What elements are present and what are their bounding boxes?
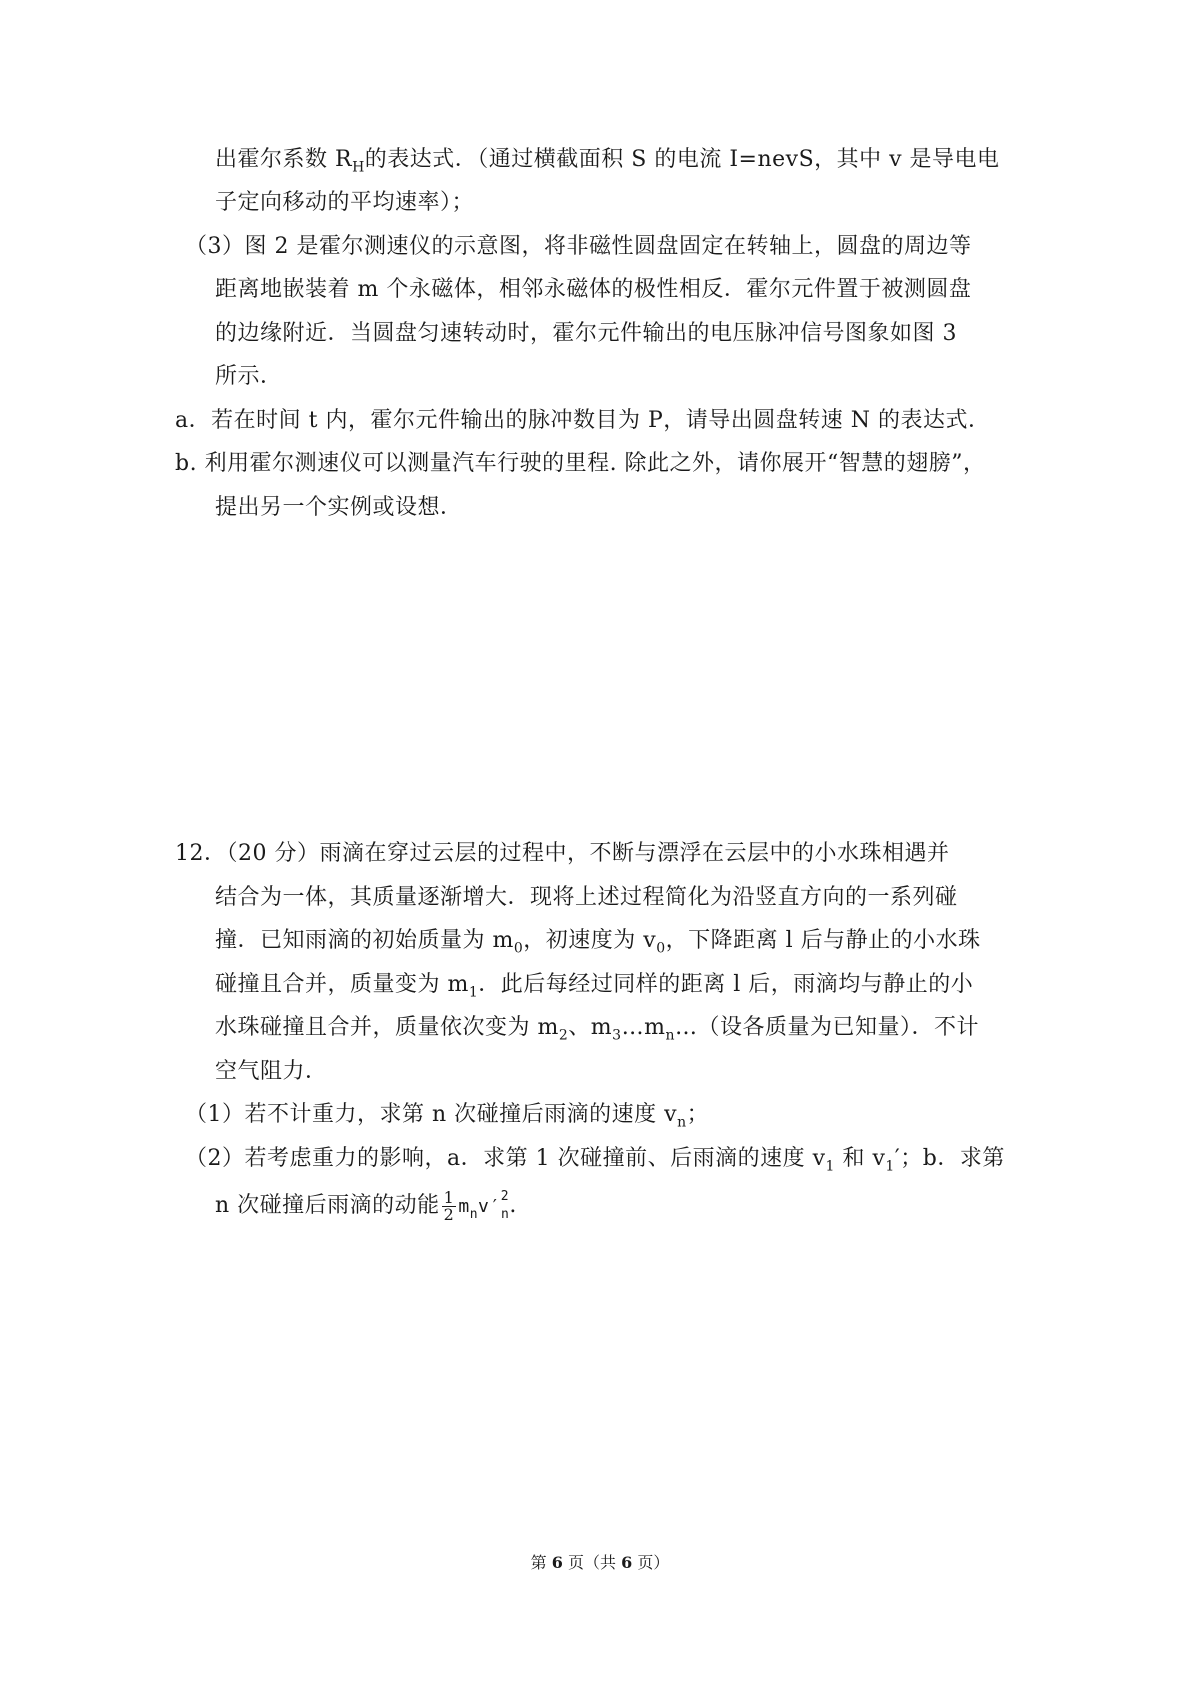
q12-line-2: 结合为一体，其质量逐渐增大．现将上述过程简化为沿竖直方向的一系列碰	[215, 885, 958, 910]
kinetic-energy-fraction: $\frac{1}{2}$	[443, 1187, 455, 1224]
q11-part3-line-3: 的边缘附近．当圆盘匀速转动时，霍尔元件输出的电压脉冲信号图象如图 3	[215, 321, 957, 346]
q12-line-6: 空气阻力．	[215, 1059, 328, 1084]
q12-line-1: 12．（20 分）雨滴在穿过云层的过程中，不断与漂浮在云层中的小水珠相遇并	[175, 841, 950, 866]
q12-part2-line-1: （2）若考虑重力的影响，a．求第 1 次碰撞前、后雨滴的速度 $v_1$ 和 $v_1'$；b．求第	[185, 1146, 1005, 1175]
q12-part2-line-2: n 次碰撞后雨滴的动能 $\frac{1}{2}$ $m_nv'^2_n$.	[215, 1187, 517, 1224]
q11-part3-b-line-1: b. 利用霍尔测速仪可以测量汽车行驶的里程. 除此之外，请你展开“智慧的翅膀”，	[175, 451, 986, 476]
kinetic-energy-formula: $m_nv'^2_n$	[458, 1189, 510, 1222]
page-footer: 第 6 页（共 6 页）	[530, 1553, 670, 1572]
q12-line-5: 水珠碰撞且合并，质量依次变为 $m_2$、$m_3\dots m_n\dots$（设各质量为已知量）．不计	[215, 1015, 979, 1044]
q11-part3-line-2: 距离地嵌装着 m 个永磁体，相邻永磁体的极性相反．霍尔元件置于被测圆盘	[215, 277, 972, 302]
q11-part3-line-4: 所示．	[215, 364, 283, 389]
q11-line-2: 子定向移动的平均速率）；	[215, 190, 475, 215]
q11-line-1: 出霍尔系数 $R_H$的表达式．（通过横截面积 S 的电流 I=nevS，其中 v 是导电电	[215, 147, 1000, 176]
q12-part1: （1）若不计重力，求第 n 次碰撞后雨滴的速度 $v_n$；	[185, 1102, 710, 1131]
q11-part3-a: a．若在时间 t 内，霍尔元件输出的脉冲数目为 P，请导出圆盘转速 N 的表达式．	[175, 408, 991, 433]
q12-line-4: 碰撞且合并，质量变为 $m_1$．此后每经过同样的距离 l 后，雨滴均与静止的小	[215, 972, 974, 1001]
q11-part3-line-1: （3）图 2 是霍尔测速仪的示意图，将非磁性圆盘固定在转轴上，圆盘的周边等	[185, 234, 972, 259]
q11-part3-b-line-2: 提出另一个实例或设想．	[215, 495, 463, 520]
q12-line-3: 撞．已知雨滴的初始质量为 $m_0$，初速度为 $v_0$，下降距离 l 后与静止的小水珠	[215, 928, 981, 957]
